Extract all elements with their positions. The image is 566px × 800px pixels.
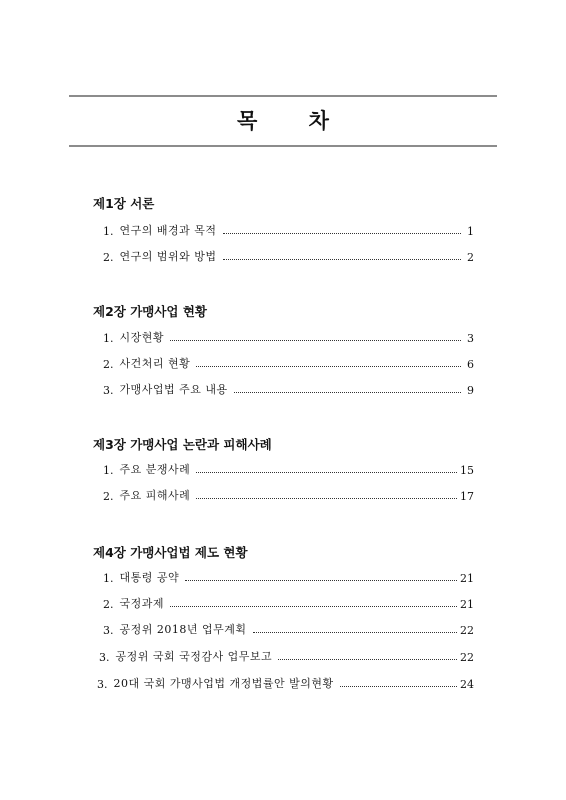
entry-label: 공정위 국회 국정감사 업무보고 xyxy=(115,650,273,663)
entry-number: 3. xyxy=(99,651,110,664)
dot-leader xyxy=(196,497,457,499)
entry-page: 9 xyxy=(467,384,474,397)
entry-number: 3. xyxy=(97,678,108,691)
entry-page: 1 xyxy=(467,225,474,238)
entry-label: 시장현황 xyxy=(119,331,165,344)
dot-leader xyxy=(196,471,457,473)
entry-label: 주요 분쟁사례 xyxy=(119,463,191,476)
entry-page: 6 xyxy=(467,358,474,371)
toc-entry[interactable] xyxy=(103,222,474,238)
entry-page: 21 xyxy=(460,598,474,611)
entry-page: 22 xyxy=(460,651,474,664)
entry-label: 20대 국회 가맹사업법 개정법률안 발의현황 xyxy=(113,677,334,690)
dot-leader xyxy=(196,365,461,367)
toc-entry[interactable] xyxy=(103,595,474,611)
entry-label: 국정과제 xyxy=(119,597,165,610)
entry-page: 17 xyxy=(460,490,474,503)
entry-number: 2. xyxy=(103,251,114,264)
dot-leader xyxy=(253,631,458,633)
toc-entry[interactable] xyxy=(103,248,474,264)
entry-label: 연구의 범위와 방법 xyxy=(119,250,217,263)
toc-entry[interactable] xyxy=(103,487,474,503)
entry-number: 2. xyxy=(103,358,114,371)
entry-page: 24 xyxy=(460,678,474,691)
dot-leader xyxy=(185,579,457,581)
entry-number: 1. xyxy=(103,332,114,345)
chapter-heading: 제1장 서론 xyxy=(93,196,155,211)
toc-entry[interactable] xyxy=(97,675,474,691)
entry-page: 21 xyxy=(460,572,474,585)
entry-number: 1. xyxy=(103,464,114,477)
entry-label: 사건처리 현황 xyxy=(119,357,191,370)
entry-label: 공정위 2018년 업무계획 xyxy=(119,623,247,636)
entry-page: 2 xyxy=(467,251,474,264)
entry-page: 3 xyxy=(467,332,474,345)
entry-number: 3. xyxy=(103,624,114,637)
entry-label: 연구의 배경과 목적 xyxy=(119,224,217,237)
chapter-heading: 제4장 가맹사업법 제도 현황 xyxy=(93,545,248,560)
toc-entry[interactable] xyxy=(103,621,474,637)
entry-number: 1. xyxy=(103,225,114,238)
toc-entry[interactable] xyxy=(103,461,474,477)
toc-entry[interactable] xyxy=(99,648,474,664)
dot-leader xyxy=(223,232,461,234)
dot-leader xyxy=(340,685,457,687)
entry-number: 2. xyxy=(103,598,114,611)
toc-entry[interactable] xyxy=(103,569,474,585)
dot-leader xyxy=(170,605,457,607)
toc-entry[interactable] xyxy=(103,329,474,345)
entry-label: 가맹사업법 주요 내용 xyxy=(119,383,228,396)
entry-page: 15 xyxy=(460,464,474,477)
page-title: 목 차 xyxy=(237,108,351,133)
entry-page: 22 xyxy=(460,624,474,637)
dot-leader xyxy=(170,339,461,341)
dot-leader xyxy=(234,391,461,393)
entry-label: 대통령 공약 xyxy=(119,571,180,584)
entry-number: 2. xyxy=(103,490,114,503)
entry-label: 주요 피해사례 xyxy=(119,489,191,502)
toc-entry[interactable] xyxy=(103,355,474,371)
entry-number: 1. xyxy=(103,572,114,585)
chapter-heading: 제3장 가맹사업 논란과 피해사례 xyxy=(93,437,272,452)
chapter-heading: 제2장 가맹사업 현황 xyxy=(93,304,208,319)
dot-leader xyxy=(278,658,457,660)
entry-number: 3. xyxy=(103,384,114,397)
toc-entry[interactable] xyxy=(103,381,474,397)
dot-leader xyxy=(223,258,461,260)
